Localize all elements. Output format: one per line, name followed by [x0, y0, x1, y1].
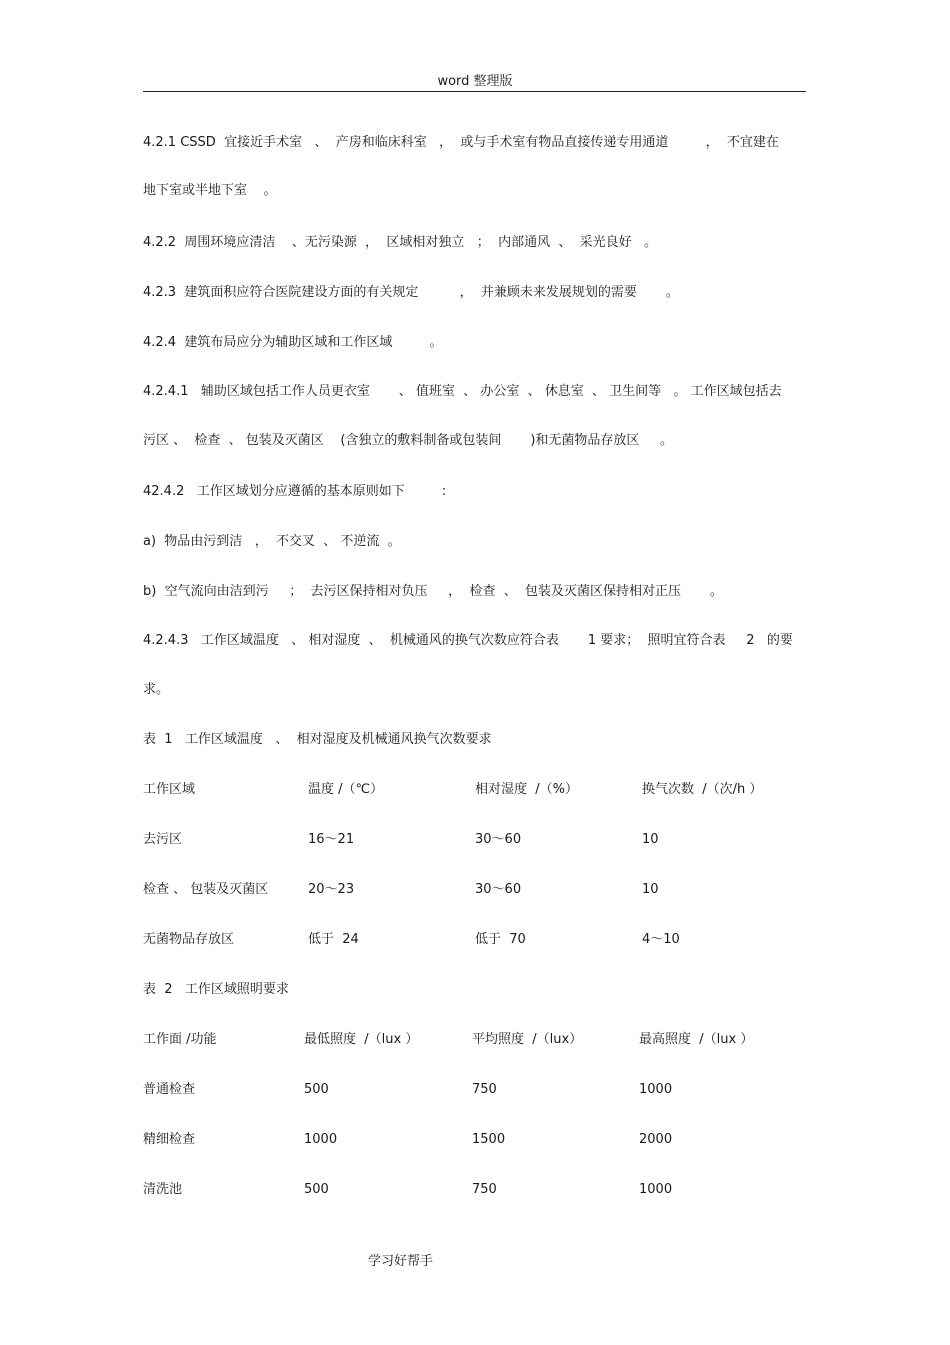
table-cell: 500	[304, 1182, 329, 1197]
table-header-cell: 最高照度 /（lux ）	[639, 1032, 754, 1047]
table-cell: 清洗池	[143, 1182, 183, 1197]
paragraph: 4.2.2 周围环境应清洁 、无污染源 ， 区域相对独立 ； 内部通风 、 采光良好 。	[143, 235, 657, 250]
header-rule	[143, 91, 806, 92]
table-cell: 检查 、 包装及灭菌区	[143, 882, 269, 897]
page-footer: 学习好帮手	[368, 1254, 434, 1269]
paragraph: 4.2.3 建筑面积应符合医院建设方面的有关规定 ， 并兼顾未来发展规划的需要 。	[143, 285, 679, 300]
paragraph: 4.2.4.1 辅助区域包括工作人员更衣室 、 值班室 、 办公室 、 休息室 、 卫生间等 。 工作区域包括去	[143, 384, 782, 399]
table-header-cell: 温度 /（℃）	[308, 782, 384, 797]
table-cell: 30～60	[475, 832, 522, 847]
table-cell: 750	[472, 1082, 497, 1097]
table-cell: 20～23	[308, 882, 355, 897]
page-header: word 整理版	[437, 74, 513, 89]
table-cell: 低于 24	[308, 932, 359, 947]
paragraph: 地下室或半地下室 。	[143, 183, 277, 198]
table-cell: 750	[472, 1182, 497, 1197]
table-cell: 普通检查	[143, 1082, 196, 1097]
table-cell: 去污区	[143, 832, 183, 847]
table-cell: 500	[304, 1082, 329, 1097]
table-cell: 16～21	[308, 832, 355, 847]
table-cell: 2000	[639, 1132, 673, 1147]
table-cell: 1000	[639, 1182, 673, 1197]
table-header-cell: 工作面 /功能	[143, 1032, 217, 1047]
table-cell: 1000	[639, 1082, 673, 1097]
table-cell: 10	[642, 882, 659, 897]
table-cell: 30～60	[475, 882, 522, 897]
paragraph: 求。	[143, 682, 170, 697]
paragraph: a) 物品由污到洁 ， 不交叉 、 不逆流 。	[143, 534, 401, 549]
table-header-cell: 换气次数 /（次/h ）	[642, 782, 763, 797]
table-cell: 1000	[304, 1132, 338, 1147]
paragraph: b) 空气流向由洁到污 ； 去污区保持相对负压 ， 检查 、 包装及灭菌区保持相对正压 。	[143, 584, 723, 599]
paragraph: 4.2.1 CSSD 宜接近手术室 、 产房和临床科室 ， 或与手术室有物品直接传递专用通道 ， 不宜建在	[143, 135, 779, 150]
paragraph: 污区 、 检查 、 包装及灭菌区 (含独立的敷料制备或包装间 )和无菌物品存放区 。	[143, 433, 674, 448]
table-header-cell: 平均照度 /（lux）	[472, 1032, 583, 1047]
table-cell: 10	[642, 832, 659, 847]
table-cell: 精细检查	[143, 1132, 196, 1147]
table-header-cell: 工作区域	[143, 782, 196, 797]
table-cell: 4～10	[642, 932, 680, 947]
table-header-cell: 最低照度 /（lux ）	[304, 1032, 419, 1047]
table-cell: 低于 70	[475, 932, 526, 947]
paragraph: 4.2.4.3 工作区域温度 、 相对湿度 、 机械通风的换气次数应符合表 1 要求； 照明宜符合表 2 的要	[143, 633, 793, 648]
paragraph: 4.2.4 建筑布局应分为辅助区域和工作区域 。	[143, 335, 443, 350]
table-header-cell: 相对湿度 /（%）	[475, 782, 578, 797]
table-cell: 无菌物品存放区	[143, 932, 235, 947]
table-cell: 1500	[472, 1132, 506, 1147]
paragraph: 42.4.2 工作区域划分应遵循的基本原则如下 :	[143, 484, 447, 499]
table-1-caption: 表 1 工作区域温度 、 相对湿度及机械通风换气次数要求	[143, 732, 492, 747]
table-2-caption: 表 2 工作区域照明要求	[143, 982, 289, 997]
